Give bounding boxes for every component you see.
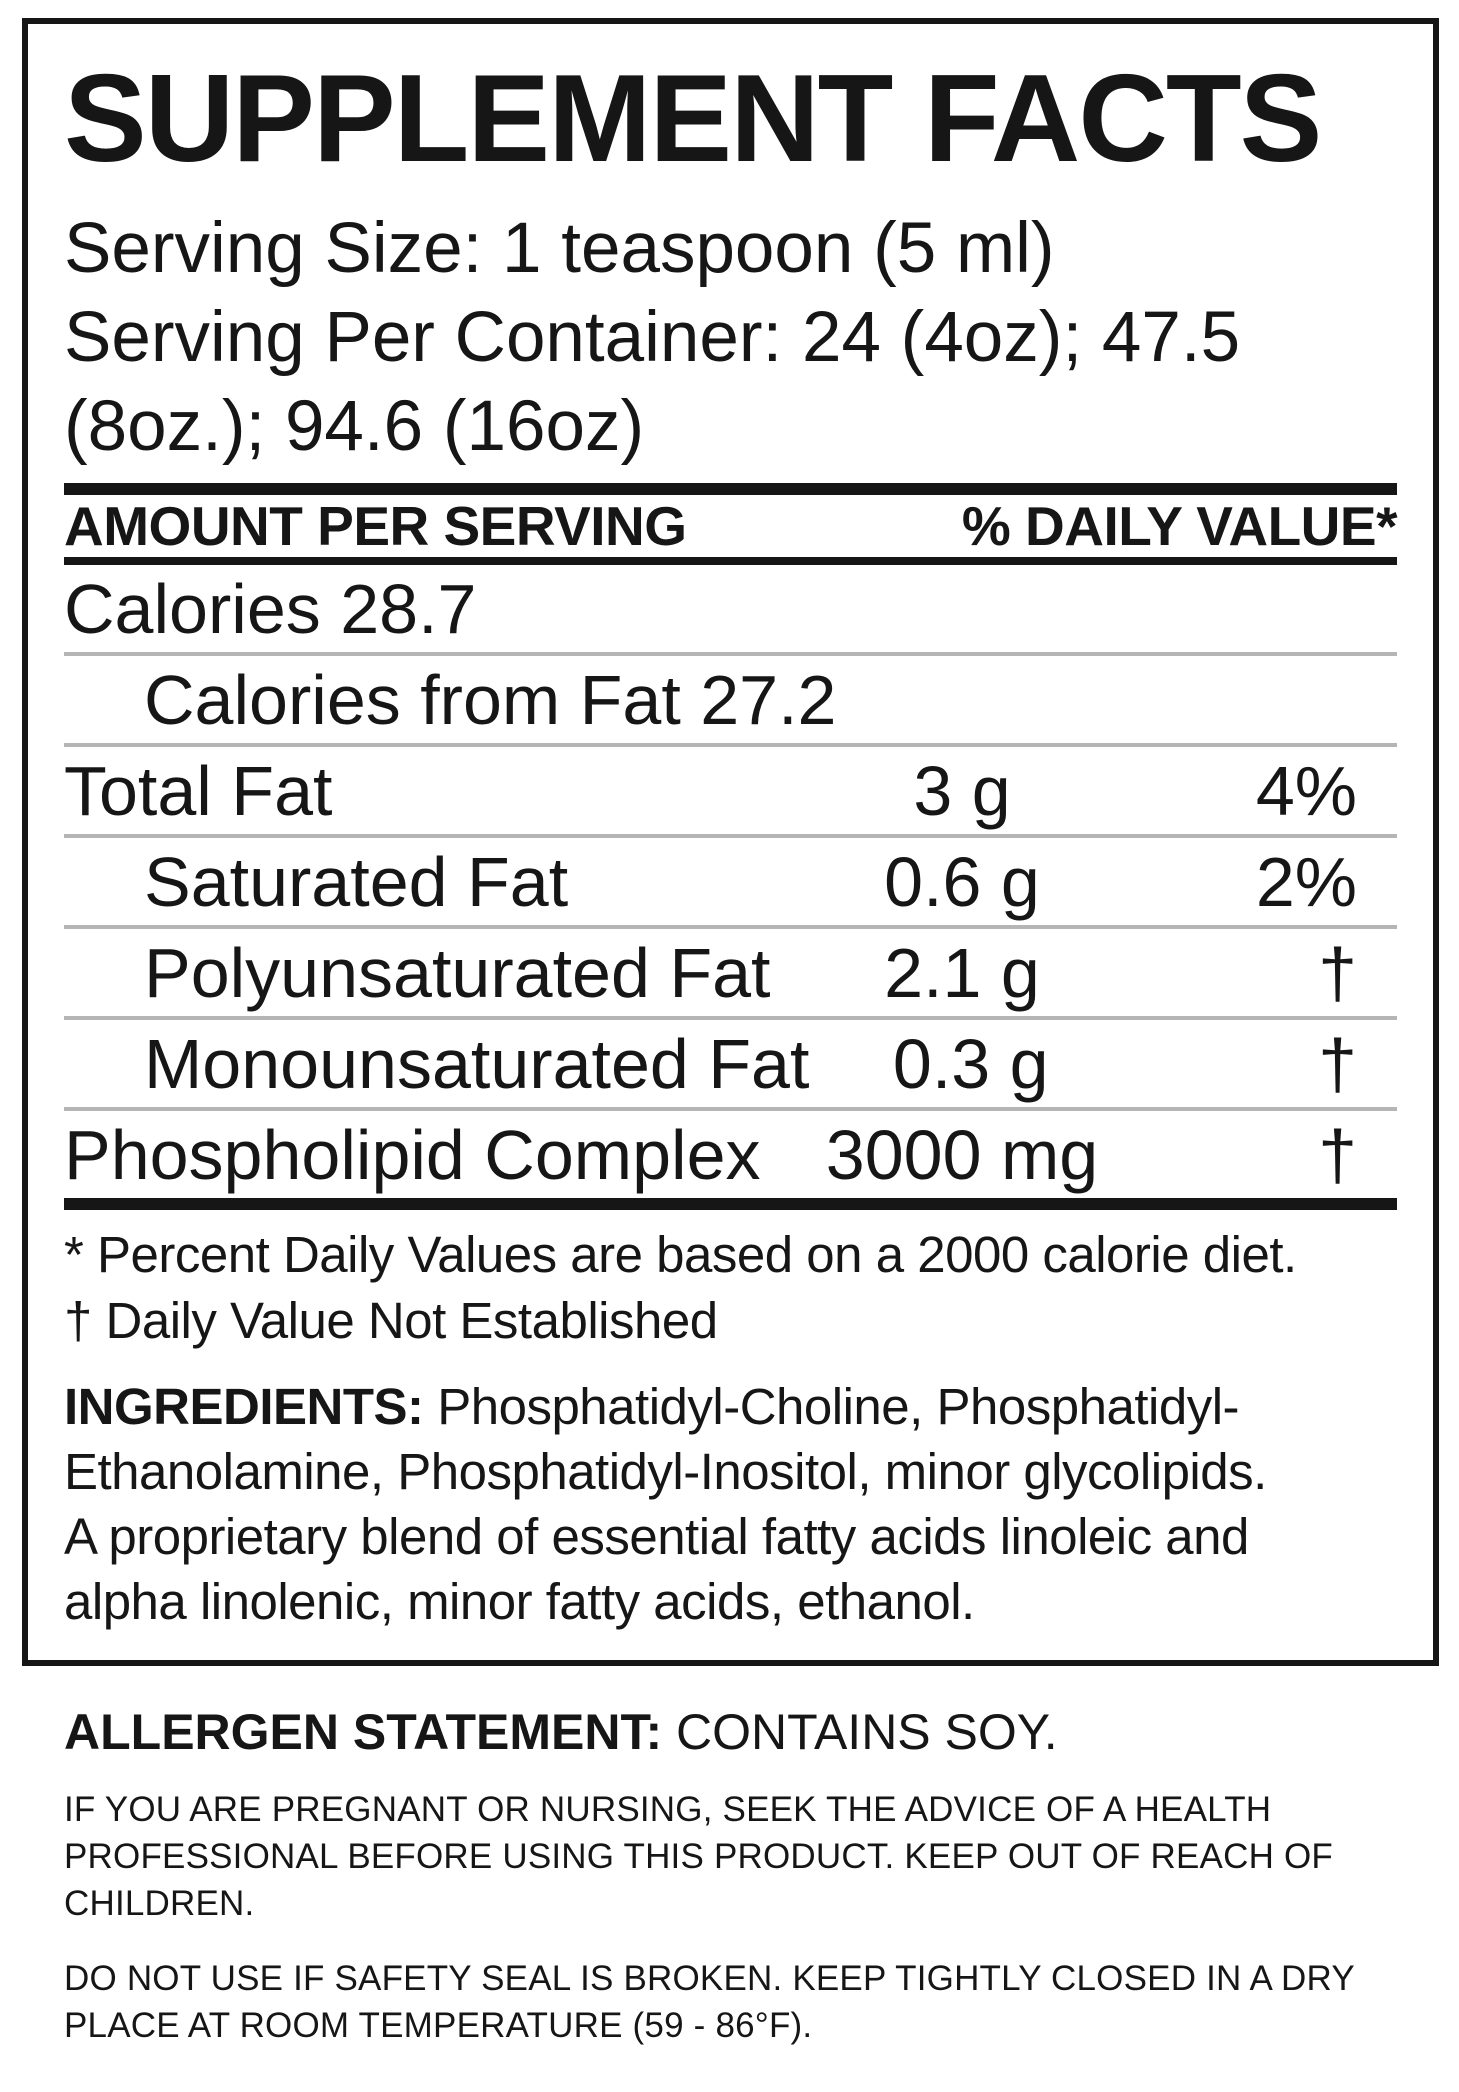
footnote-dagger: † Daily Value Not Established	[64, 1292, 718, 1350]
nutrient-amount: 2.1 g	[884, 933, 1040, 1012]
ingredients-line	[64, 1374, 1397, 1439]
nutrient-amount: 0.3 g	[892, 1024, 1049, 1103]
serving-info	[64, 204, 1397, 471]
warning-line: CHILDREN.	[64, 1884, 255, 1924]
ingredients-section	[64, 1374, 1397, 1634]
table-row-saturated-fat	[64, 834, 1397, 925]
divider-header-bottom	[64, 557, 1397, 565]
nutrient-amount: 0.6 g	[884, 842, 1040, 921]
nutrient-daily-value: †	[1318, 1115, 1357, 1194]
daily-value-header: % DAILY VALUE*	[961, 495, 1397, 558]
nutrient-amount: 3000 mg	[825, 1115, 1099, 1194]
nutrient-table	[64, 565, 1397, 1198]
ingredients-line: Ethanolamine, Phosphatidyl-Inositol, minor glycolipids.	[64, 1443, 1267, 1501]
nutrient-name: Polyunsaturated Fat	[144, 933, 771, 1012]
nutrient-name: Calories 28.7	[64, 569, 477, 648]
facts-box	[22, 18, 1439, 1666]
serving-size-line: Serving Size: 1 teaspoon (5 ml)	[64, 209, 1055, 289]
footnote-daily-value: * Percent Daily Values are based on a 2000 calorie diet.	[64, 1226, 1297, 1284]
table-row-polyunsaturated-fat	[64, 925, 1397, 1016]
ingredients-heading: INGREDIENTS:	[64, 1378, 424, 1436]
ingredients-line: A proprietary blend of essential fatty acids linoleic and	[64, 1508, 1249, 1566]
nutrient-name: Phospholipid Complex	[64, 1115, 761, 1194]
page-title: SUPPLEMENT FACTS	[64, 50, 1321, 188]
amount-per-serving-header: AMOUNT PER SERVING	[64, 495, 687, 558]
servings-per-container-line-2: (8oz.); 94.6 (16oz)	[64, 387, 645, 467]
ingredients-text: Phosphatidyl-Choline, Phosphatidyl-	[423, 1378, 1240, 1436]
table-row-phospholipid-complex	[64, 1107, 1397, 1198]
table-row-calories-from-fat	[64, 652, 1397, 743]
nutrient-daily-value: 4%	[1255, 751, 1357, 830]
supplement-facts-label	[0, 18, 1459, 2092]
table-row-calories	[64, 565, 1397, 652]
table-header	[64, 495, 1397, 557]
pregnancy-warning	[64, 1786, 1429, 1927]
divider-table-bottom	[64, 1198, 1397, 1210]
ingredients-line: alpha linolenic, minor fatty acids, ethanol.	[64, 1573, 975, 1631]
nutrient-name: Saturated Fat	[144, 842, 569, 921]
nutrient-name: Monounsaturated Fat	[144, 1024, 810, 1103]
below-box-section	[64, 1702, 1429, 2049]
nutrient-name: Total Fat	[64, 751, 333, 830]
table-row-monounsaturated-fat	[64, 1016, 1397, 1107]
nutrient-daily-value: 2%	[1255, 842, 1357, 921]
nutrient-amount: 3 g	[913, 751, 1011, 830]
table-row-total-fat	[64, 743, 1397, 834]
allergen-heading: ALLERGEN STATEMENT:	[64, 1704, 663, 1761]
allergen-statement	[64, 1702, 1429, 1762]
nutrient-daily-value: †	[1318, 1024, 1357, 1103]
warning-line: PROFESSIONAL BEFORE USING THIS PRODUCT. KEEP OUT OF REACH OF	[64, 1837, 1333, 1877]
servings-per-container-line: Serving Per Container: 24 (4oz); 47.5	[64, 298, 1241, 378]
allergen-text: CONTAINS SOY.	[662, 1704, 1058, 1761]
safety-seal-warning	[64, 1955, 1429, 2049]
nutrient-daily-value: †	[1318, 933, 1357, 1012]
footnotes	[64, 1222, 1397, 1354]
warning-line: PLACE AT ROOM TEMPERATURE (59 - 86°F).	[64, 2006, 813, 2046]
warning-line: DO NOT USE IF SAFETY SEAL IS BROKEN. KEEP TIGHTLY CLOSED IN A DRY	[64, 1959, 1355, 1999]
nutrient-name: Calories from Fat 27.2	[144, 660, 837, 739]
warning-line: IF YOU ARE PREGNANT OR NURSING, SEEK THE ADVICE OF A HEALTH	[64, 1790, 1272, 1830]
